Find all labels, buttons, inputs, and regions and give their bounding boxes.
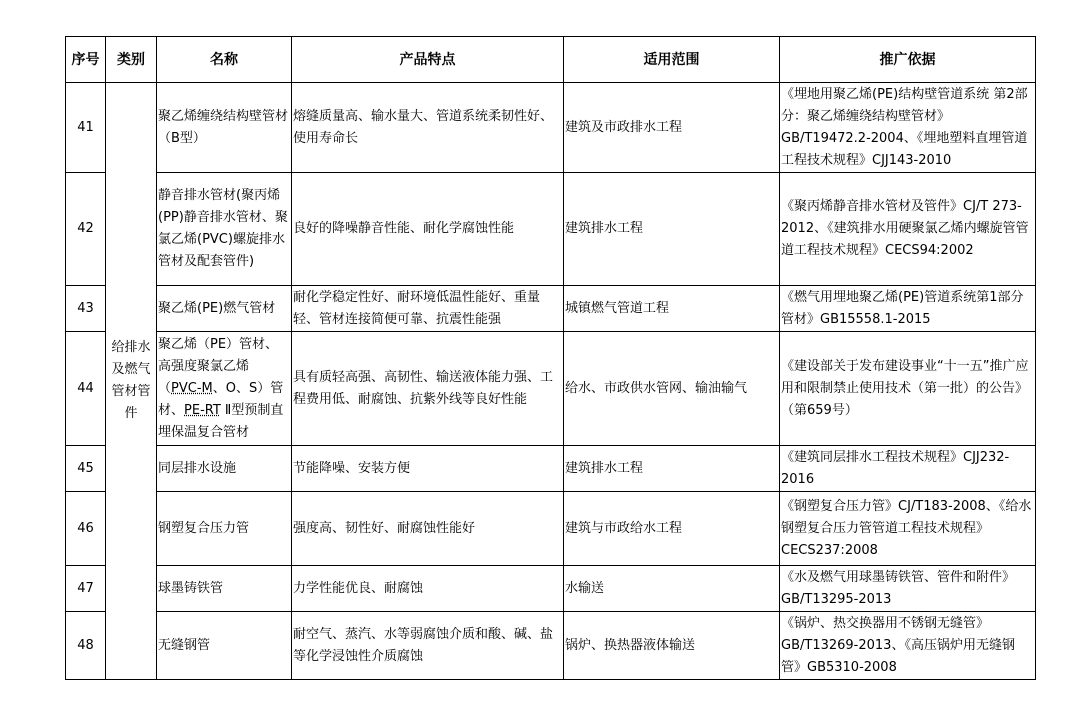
table-row <box>66 566 1036 612</box>
table-row <box>66 286 1036 332</box>
header-features: 产品特点 <box>292 37 564 83</box>
product-name: 钢塑复合压力管 <box>157 492 292 566</box>
product-name-part: Ⅱ型预制直埋保温复合管材 <box>158 402 284 440</box>
product-name-underlined: PE-RT <box>184 402 221 418</box>
product-features: 节能降噪、安装方便 <box>292 446 564 492</box>
header-category: 类别 <box>106 37 157 83</box>
promotion-basis: 《埋地用聚乙烯(PE)结构壁管道系统 第2部分：聚乙烯缠绕结构壁管材》GB/T19472.2-2004、《埋地塑料直埋管道工程技术规程》CJJ143-2010 <box>780 83 1036 173</box>
product-name: 球墨铸铁管 <box>157 566 292 612</box>
product-name <box>157 332 292 446</box>
promotion-basis: 《建设部关于发布建设事业“十一五”推广应用和限制禁止使用技术（第一批）的公告》（第659号） <box>780 332 1036 446</box>
table-row <box>66 612 1036 680</box>
product-features: 熔缝质量高、输水量大、管道系统柔韧性好、使用寿命长 <box>292 83 564 173</box>
header-row <box>66 37 1036 83</box>
promotion-basis: 《锅炉、热交换器用不锈钢无缝管》GB/T13269-2013、《高压锅炉用无缝钢管》GB5310-2008 <box>780 612 1036 680</box>
promotion-basis: 《燃气用埋地聚乙烯(PE)管道系统第1部分 管材》GB15558.1-2015 <box>780 286 1036 332</box>
product-name: 聚乙烯(PE)燃气管材 <box>157 286 292 332</box>
promotion-basis: 《钢塑复合压力管》CJ/T183-2008、《给水钢塑复合压力管管道工程技术规程》CECS237:2008 <box>780 492 1036 566</box>
product-features: 耐空气、蒸汽、水等弱腐蚀介质和酸、碱、盐等化学浸蚀性介质腐蚀 <box>292 612 564 680</box>
table-row <box>66 446 1036 492</box>
product-name: 无缝钢管 <box>157 612 292 680</box>
application-scope: 建筑排水工程 <box>564 446 780 492</box>
row-number: 48 <box>66 612 106 680</box>
product-name-underlined: PVC-M <box>171 380 213 396</box>
table-row <box>66 173 1036 286</box>
header-name: 名称 <box>157 37 292 83</box>
table-row <box>66 332 1036 446</box>
row-number: 45 <box>66 446 106 492</box>
row-number: 42 <box>66 173 106 286</box>
application-scope: 建筑与市政给水工程 <box>564 492 780 566</box>
header-no: 序号 <box>66 37 106 83</box>
product-name-part: 聚乙烯（PE）管材、高强度聚氯乙烯（ <box>158 336 279 396</box>
row-number: 46 <box>66 492 106 566</box>
promotion-basis: 《水及燃气用球墨铸铁管、管件和附件》GB/T13295-2013 <box>780 566 1036 612</box>
row-number: 43 <box>66 286 106 332</box>
product-features: 强度高、韧性好、耐腐蚀性能好 <box>292 492 564 566</box>
product-features: 良好的降噪静音性能、耐化学腐蚀性能 <box>292 173 564 286</box>
product-name-part: 、O、S）管材、 <box>158 380 284 418</box>
category-cell: 给排水及燃气管材管件 <box>106 83 157 680</box>
row-number: 41 <box>66 83 106 173</box>
row-number: 47 <box>66 566 106 612</box>
application-scope: 给水、市政供水管网、输油输气 <box>564 332 780 446</box>
product-name: 静音排水管材(聚丙烯(PP)静音排水管材、聚氯乙烯(PVC)螺旋排水管材及配套管件) <box>157 173 292 286</box>
product-table <box>65 36 1036 680</box>
product-features: 力学性能优良、耐腐蚀 <box>292 566 564 612</box>
table-row <box>66 83 1036 173</box>
row-number: 44 <box>66 332 106 446</box>
application-scope: 水输送 <box>564 566 780 612</box>
header-scope: 适用范围 <box>564 37 780 83</box>
promotion-basis: 《聚丙烯静音排水管材及管件》CJ/T 273-2012、《建筑排水用硬聚氯乙烯内螺旋管管道工程技术规程》CECS94:2002 <box>780 173 1036 286</box>
application-scope: 锅炉、换热器液体输送 <box>564 612 780 680</box>
product-features: 耐化学稳定性好、耐环境低温性能好、重量轻、管材连接简便可靠、抗震性能强 <box>292 286 564 332</box>
table-row <box>66 492 1036 566</box>
application-scope: 建筑及市政排水工程 <box>564 83 780 173</box>
product-name: 同层排水设施 <box>157 446 292 492</box>
product-features: 具有质轻高强、高韧性、输送液体能力强、工程费用低、耐腐蚀、抗紫外线等良好性能 <box>292 332 564 446</box>
header-basis: 推广依据 <box>780 37 1036 83</box>
promotion-basis: 《建筑同层排水工程技术规程》CJJ232-2016 <box>780 446 1036 492</box>
application-scope: 城镇燃气管道工程 <box>564 286 780 332</box>
product-name: 聚乙烯缠绕结构壁管材（B型） <box>157 83 292 173</box>
application-scope: 建筑排水工程 <box>564 173 780 286</box>
